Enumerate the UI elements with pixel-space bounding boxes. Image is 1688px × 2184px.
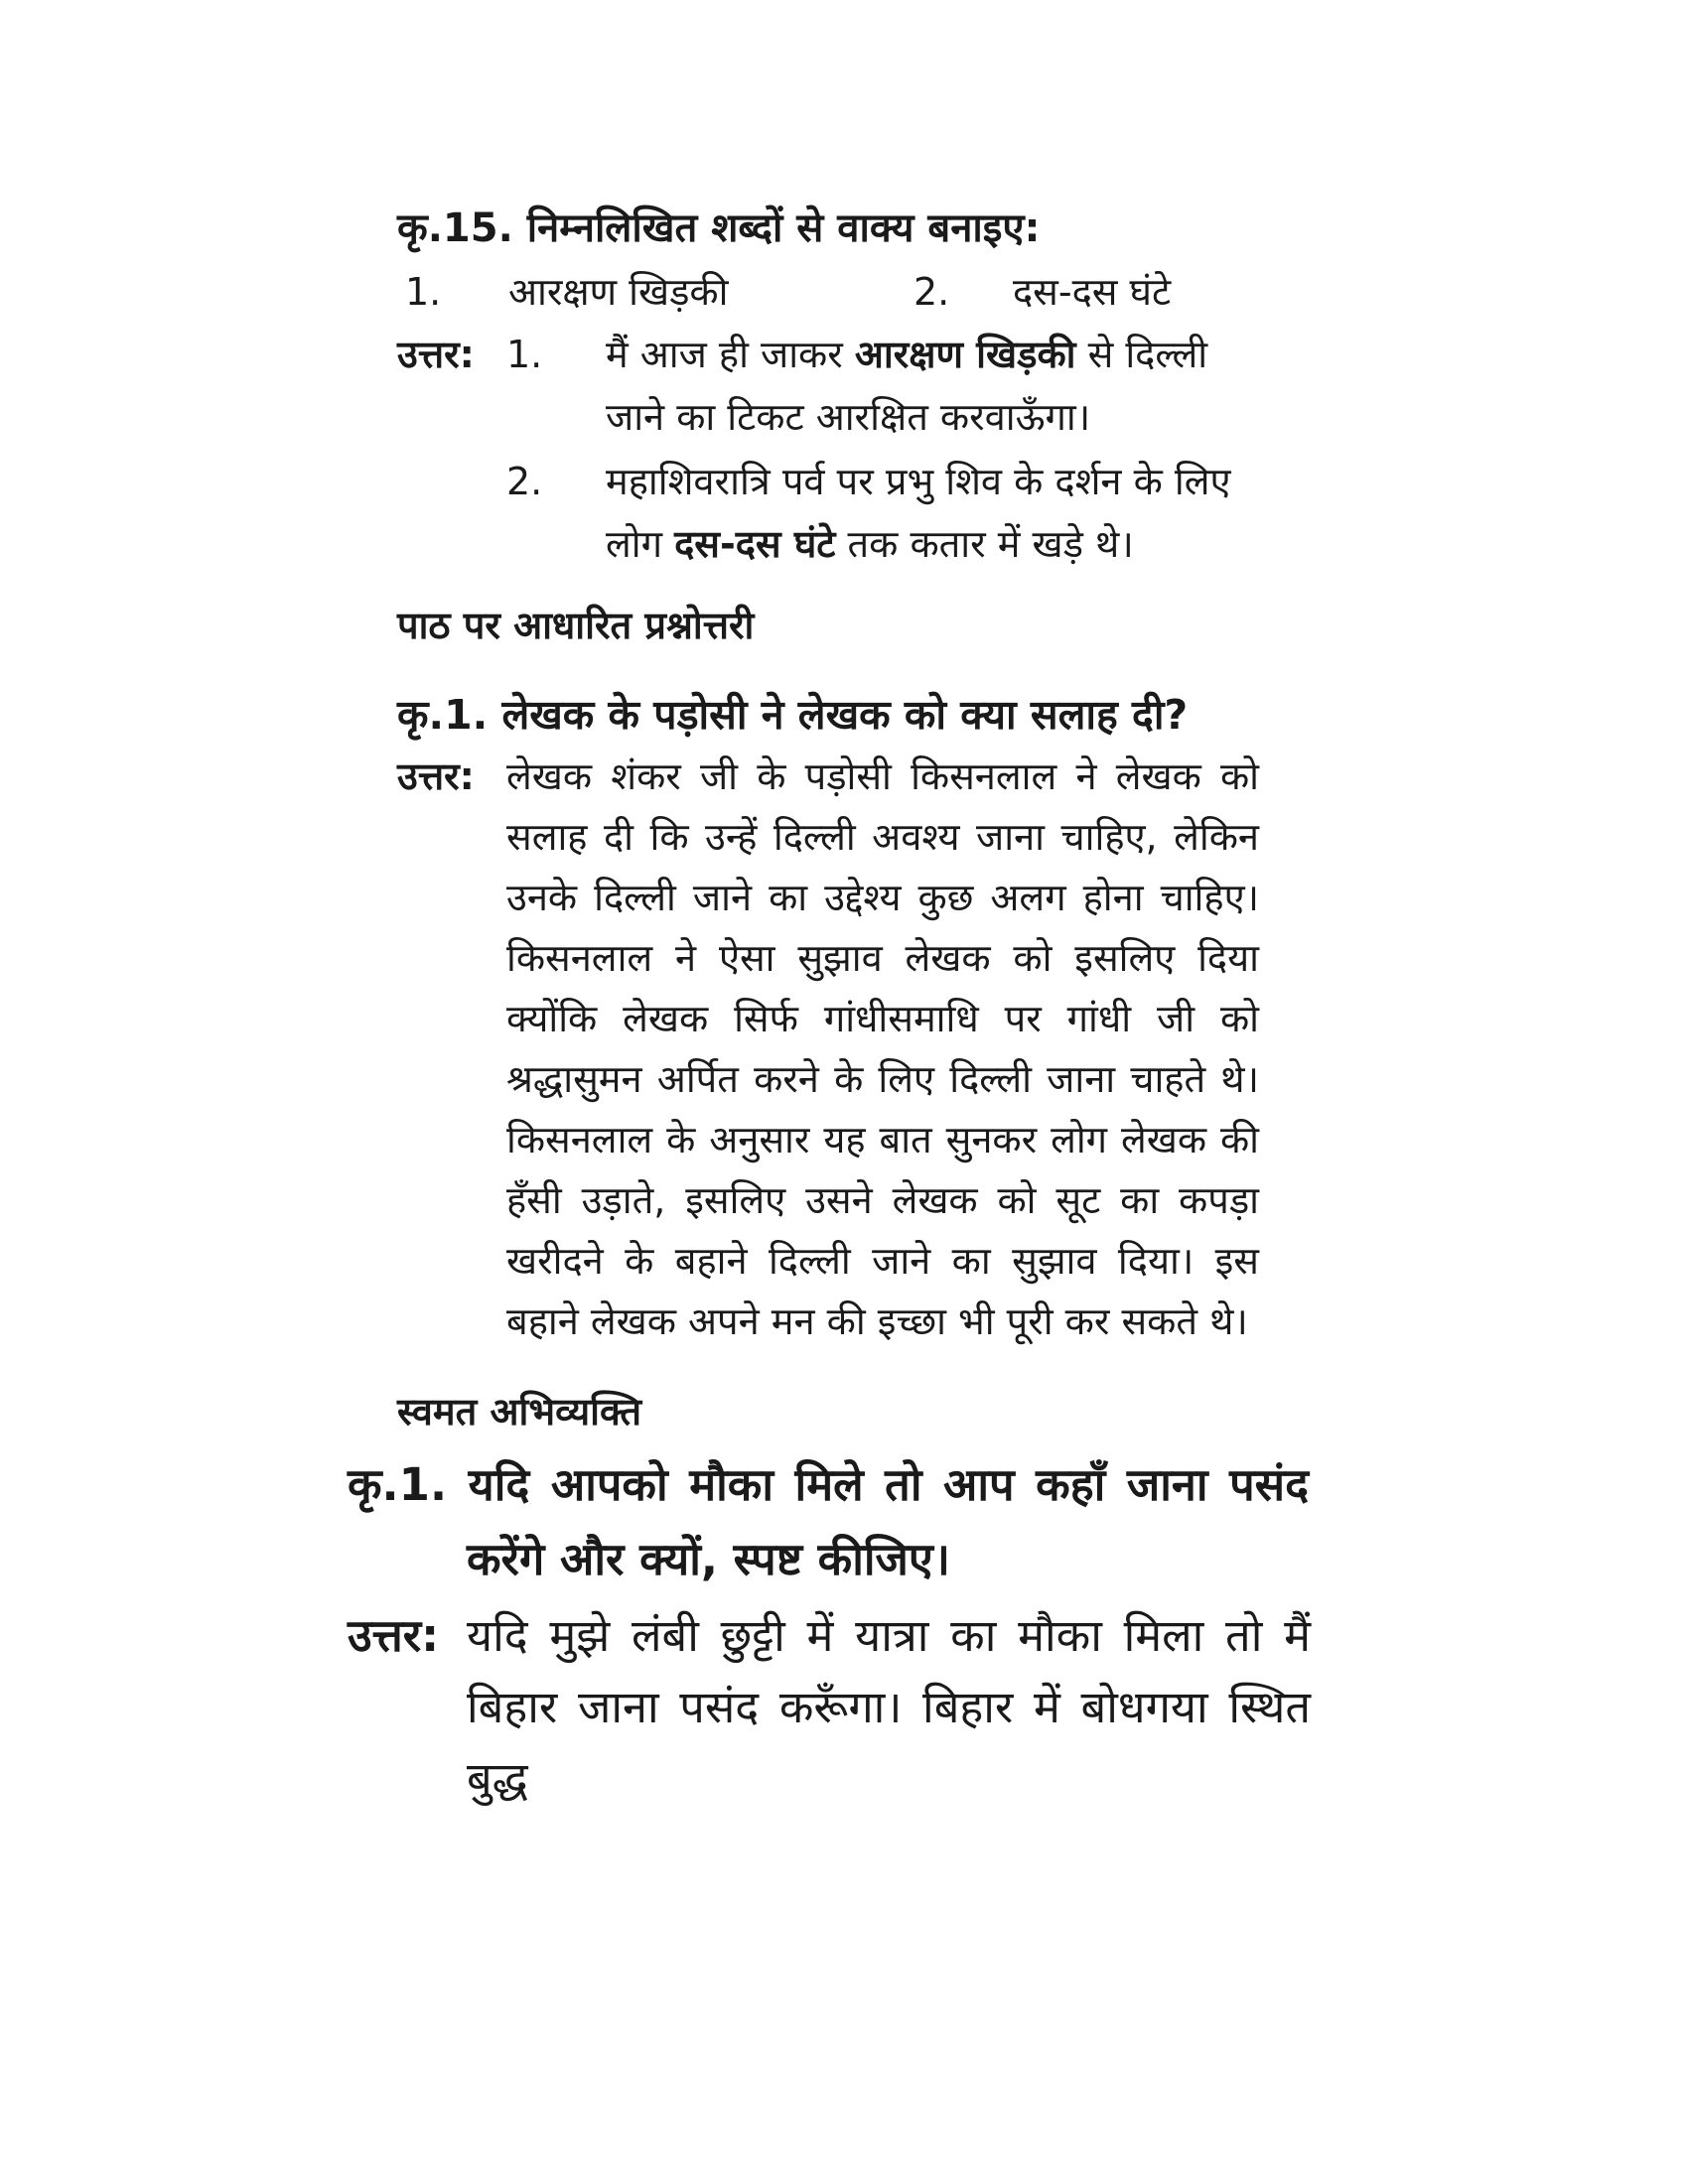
q15-word1-number: 1. xyxy=(405,270,442,314)
answer1-text-pre: मैं आज ही जाकर xyxy=(606,333,855,376)
q2-question-line2: करेंगे और क्यों, स्पष्ट कीजिए। xyxy=(467,1533,950,1585)
answer1-text-post: से दिल्ली xyxy=(1075,333,1208,376)
q15-answer2-number: 2. xyxy=(506,460,543,503)
section-heading-personal-opinion: स्वमत अभिव्यक्ति xyxy=(397,1390,642,1433)
q1-answer-label: उत्तर: xyxy=(397,754,475,798)
answer2-text-post: तक कतार में खड़े थे। xyxy=(835,522,1134,566)
q1-answer-line: उनके दिल्ली जाने का उद्देश्य कुछ अलग होना चाहिए। xyxy=(506,876,1259,919)
q1-answer-line: बहाने लेखक अपने मन की इच्छा भी पूरी कर सकते थे। xyxy=(506,1299,1248,1343)
q15-word1: आरक्षण खिड़की xyxy=(508,270,729,314)
q1-answer-line: सलाह दी कि उन्हें दिल्ली अवश्य जाना चाहिए, लेकिन xyxy=(506,815,1259,859)
section-heading-text-based-qa: पाठ पर आधारित प्रश्नोत्तरी xyxy=(397,604,755,647)
q2-answer-line: यदि मुझे लंबी छुट्टी में यात्रा का मौका मिला तो मैं xyxy=(467,1609,1311,1662)
q1-answer-line: खरीदने के बहाने दिल्ली जाने का सुझाव दिया। इस xyxy=(506,1239,1259,1283)
q1-answer-line: श्रद्धासुमन अर्पित करने के लिए दिल्ली जाना चाहते थे। xyxy=(506,1057,1259,1101)
q15-answer1-line1 xyxy=(606,325,1207,384)
answer1-highlighted-word: आरक्षण खिड़की xyxy=(854,333,1076,376)
q15-heading: कृ.15. निम्नलिखित शब्दों से वाक्य बनाइए: xyxy=(397,205,1041,251)
q2-answer-label: उत्तर: xyxy=(348,1609,440,1662)
q1-answer-line: किसनलाल के अनुसार यह बात सुनकर लोग लेखक की xyxy=(506,1118,1259,1161)
q15-answer1-line2: जाने का टिकट आरक्षित करवाऊँगा। xyxy=(606,395,1091,439)
q15-answer2-line2 xyxy=(606,514,1134,574)
answer2-text-pre: लोग xyxy=(606,522,675,566)
q1-question: कृ.1. लेखक के पड़ोसी ने लेखक को क्या सलाह दी? xyxy=(397,691,1189,739)
q15-word2-number: 2. xyxy=(914,270,950,314)
q15-word2: दस-दस घंटे xyxy=(1013,270,1172,314)
q1-answer-line: क्योंकि लेखक सिर्फ गांधीसमाधि पर गांधी जी को xyxy=(506,997,1259,1040)
q15-answer2-line1: महाशिवरात्रि पर्व पर प्रभु शिव के दर्शन के लिए xyxy=(606,460,1231,503)
q15-answer-label: उत्तर: xyxy=(397,333,475,376)
q1-answer-line: किसनलाल ने ऐसा सुझाव लेखक को इसलिए दिया xyxy=(506,936,1259,980)
q15-answer1-number: 1. xyxy=(506,333,543,376)
q2-question-line1: कृ.1. यदि आपको मौका मिले तो आप कहाँ जाना पसंद xyxy=(348,1458,1309,1511)
q1-answer-line: लेखक शंकर जी के पड़ोसी किसनलाल ने लेखक को xyxy=(506,754,1259,798)
q1-answer-line: हँसी उड़ाते, इसलिए उसने लेखक को सूट का कपड़ा xyxy=(506,1178,1259,1222)
q2-answer-line: बिहार जाना पसंद करूँगा। बिहार में बोधगया स्थित बुद्ध xyxy=(467,1681,1311,1805)
answer2-highlighted-word: दस-दस घंटे xyxy=(674,522,836,566)
